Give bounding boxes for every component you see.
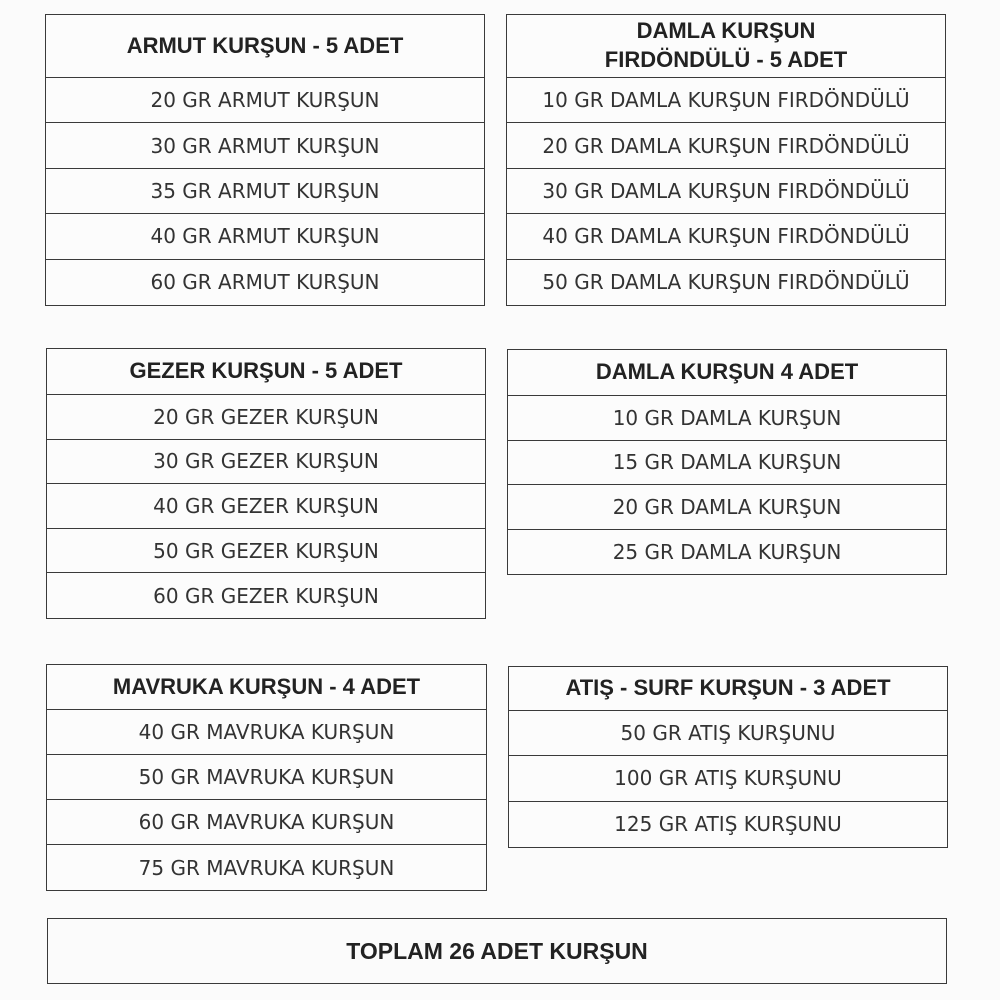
- table-row: 30 GR ARMUT KURŞUN: [46, 123, 484, 168]
- table-atis-surf: [508, 666, 948, 848]
- table-title: ATIŞ - SURF KURŞUN - 3 ADET: [509, 667, 947, 711]
- table-mavruka: [46, 664, 487, 891]
- table-rows: [47, 395, 485, 618]
- table-title: DAMLA KURŞUN 4 ADET: [508, 350, 946, 396]
- table-title: ARMUT KURŞUN - 5 ADET: [46, 15, 484, 78]
- table-rows: [508, 396, 946, 574]
- table-damla-firdondulu: [506, 14, 946, 306]
- table-row: 40 GR ARMUT KURŞUN: [46, 214, 484, 259]
- table-row: 30 GR DAMLA KURŞUN FIRDÖNDÜLÜ: [507, 169, 945, 214]
- table-row: 35 GR ARMUT KURŞUN: [46, 169, 484, 214]
- table-row: 30 GR GEZER KURŞUN: [47, 440, 485, 485]
- table-row: 40 GR GEZER KURŞUN: [47, 484, 485, 529]
- table-row: 15 GR DAMLA KURŞUN: [508, 441, 946, 486]
- table-row: 25 GR DAMLA KURŞUN: [612, 540, 842, 565]
- table-rows: [46, 78, 484, 305]
- table-row: 75 GR MAVRUKA KURŞUN: [138, 855, 395, 880]
- table-row: 40 GR MAVRUKA KURŞUN: [47, 710, 486, 755]
- table-armut: [45, 14, 485, 306]
- table-rows: [509, 711, 947, 847]
- table-row: 20 GR DAMLA KURŞUN FIRDÖNDÜLÜ: [507, 123, 945, 168]
- table-row: 10 GR DAMLA KURŞUN FIRDÖNDÜLÜ: [507, 78, 945, 123]
- total-banner: TOPLAM 26 ADET KURŞUN: [47, 918, 947, 984]
- table-row: 60 GR ARMUT KURŞUN: [150, 270, 380, 295]
- table-row: 100 GR ATIŞ KURŞUNU: [509, 756, 947, 801]
- table-rows: [507, 78, 945, 305]
- table-title: DAMLA KURŞUN FIRDÖNDÜLÜ - 5 ADET: [507, 15, 945, 78]
- table-row: 50 GR GEZER KURŞUN: [47, 529, 485, 574]
- table-row: 20 GR GEZER KURŞUN: [47, 395, 485, 440]
- table-row: 125 GR ATIŞ KURŞUNU: [614, 812, 842, 837]
- table-row: 20 GR ARMUT KURŞUN: [46, 78, 484, 123]
- table-damla: [507, 349, 947, 575]
- table-row: 60 GR MAVRUKA KURŞUN: [47, 800, 486, 845]
- table-row: 50 GR MAVRUKA KURŞUN: [47, 755, 486, 800]
- table-title: MAVRUKA KURŞUN - 4 ADET: [47, 665, 486, 710]
- table-title: GEZER KURŞUN - 5 ADET: [47, 349, 485, 395]
- table-row: 50 GR DAMLA KURŞUN FIRDÖNDÜLÜ: [542, 270, 910, 295]
- table-row: 50 GR ATIŞ KURŞUNU: [509, 711, 947, 756]
- table-row: 60 GR GEZER KURŞUN: [153, 583, 379, 608]
- table-row: 20 GR DAMLA KURŞUN: [508, 485, 946, 530]
- table-gezer: [46, 348, 486, 619]
- table-row: 10 GR DAMLA KURŞUN: [508, 396, 946, 441]
- table-rows: [47, 710, 486, 890]
- table-row: 40 GR DAMLA KURŞUN FIRDÖNDÜLÜ: [507, 214, 945, 259]
